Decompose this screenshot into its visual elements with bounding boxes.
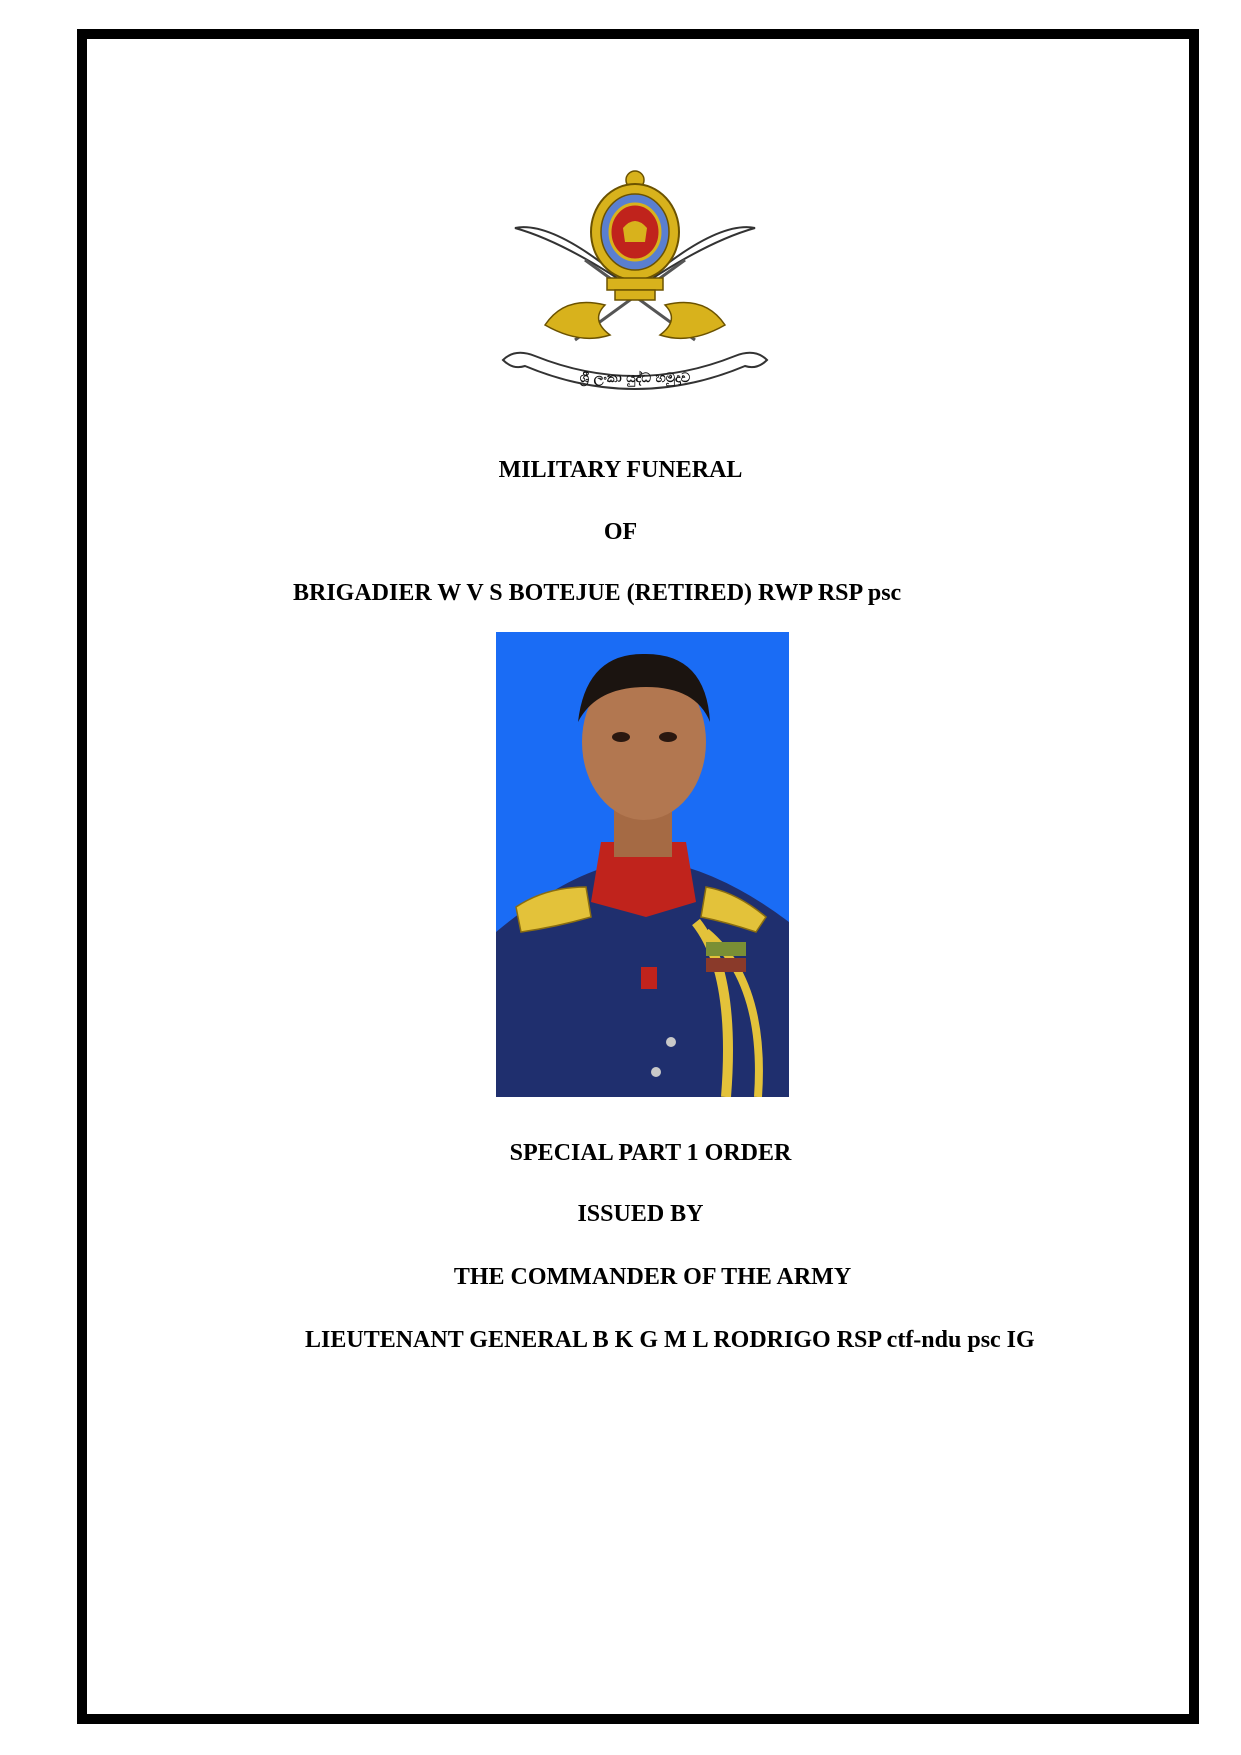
title-line-2: OF — [603, 519, 638, 545]
crest-motto: ශ්‍රී ලංකා යුද්ධ හමුදාව — [579, 371, 691, 386]
order-line-4: LIEUTENANT GENERAL B K G M L RODRIGO RSP ctf-ndu psc IG — [305, 1327, 1035, 1353]
title-line-1: MILITARY FUNERAL — [498, 457, 743, 483]
order-line-1: SPECIAL PART 1 ORDER — [509, 1140, 792, 1166]
army-crest-icon — [495, 170, 775, 410]
order-line-2: ISSUED BY — [577, 1201, 704, 1227]
title-line-3: BRIGADIER W V S BOTEJUE (RETIRED) RWP RSP psc — [293, 580, 902, 606]
officer-portrait-icon — [496, 632, 789, 1097]
order-line-3: THE COMMANDER OF THE ARMY — [453, 1264, 852, 1290]
